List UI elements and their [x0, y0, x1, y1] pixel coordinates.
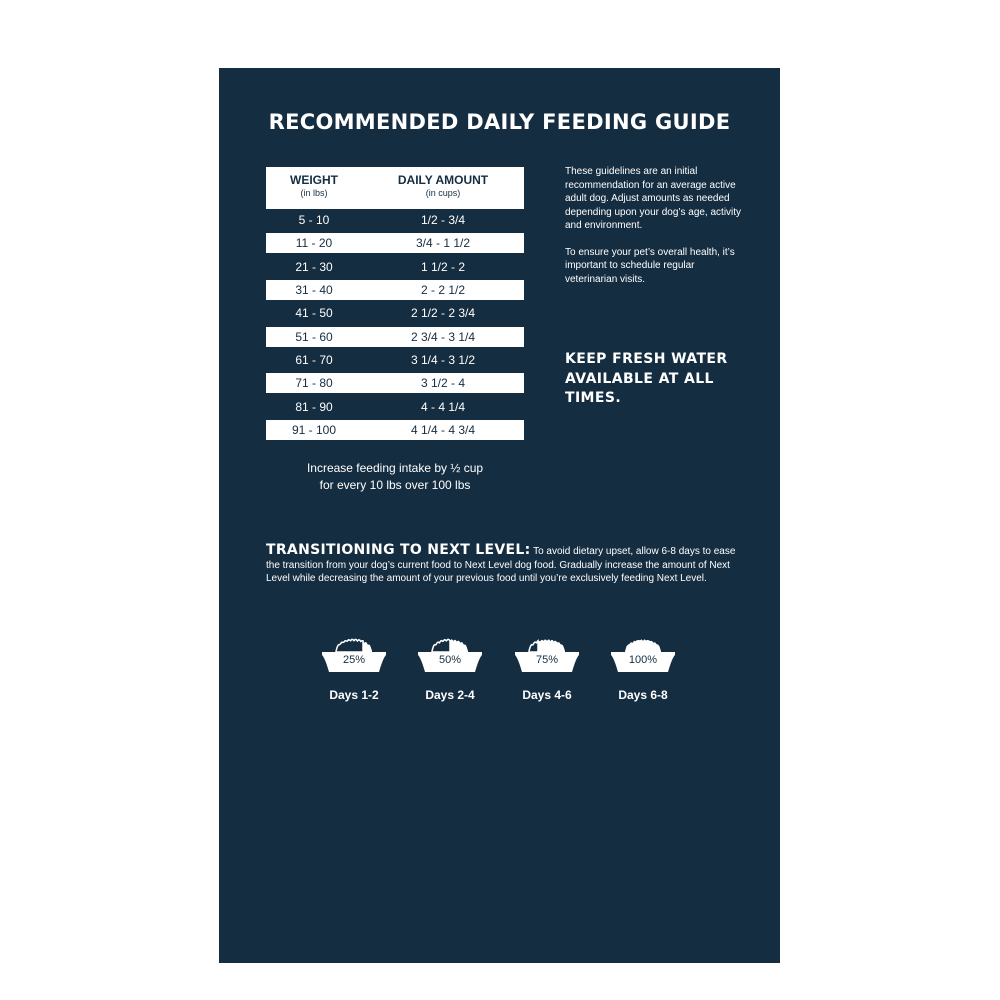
table-row [266, 397, 524, 417]
weight-cell: 61 - 70 [295, 353, 333, 368]
food-bowl-icon [415, 628, 485, 678]
feeding-guide-panel [219, 68, 780, 963]
table-row [266, 280, 524, 300]
amount-cell: 4 1/4 - 4 3/4 [410, 423, 476, 438]
bowl-percent: 100% [628, 654, 658, 666]
note-line-1: Increase feeding intake by ½ cup [306, 461, 484, 475]
weight-cell: 5 - 10 [298, 213, 330, 227]
table-row [266, 233, 524, 253]
amount-header [362, 174, 524, 200]
weight-cell: 81 - 90 [295, 399, 333, 414]
guideline-notes [565, 165, 745, 299]
amount-cell: 1/2 - 3/4 [420, 213, 466, 227]
bowl-days: Days 1-2 [329, 688, 379, 702]
weight-cell: 21 - 30 [295, 259, 333, 274]
table-row [266, 350, 524, 370]
table-row [266, 327, 524, 347]
bowl-percent: 75% [535, 654, 559, 666]
bowl-step [319, 628, 389, 702]
bowl-percent: 25% [342, 654, 366, 666]
weight-cell: 31 - 40 [295, 283, 333, 298]
feeding-table [266, 167, 524, 440]
amount-cell: 2 - 2 1/2 [420, 283, 466, 298]
amount-header-unit: (in cups) [425, 188, 461, 198]
weight-cell: 91 - 100 [291, 423, 337, 438]
amount-cell: 3/4 - 1 1/2 [415, 236, 471, 251]
bowl-days: Days 2-4 [425, 688, 475, 702]
over-100-note [266, 460, 524, 494]
water-callout: KEEP FRESH WATER AVAILABLE AT ALL TIMES. [565, 351, 728, 406]
amount-cell: 2 3/4 - 3 1/4 [410, 329, 476, 344]
weight-header [266, 174, 362, 200]
food-bowl-icon [512, 628, 582, 678]
weight-cell: 11 - 20 [295, 236, 333, 251]
bowl-percent: 50% [438, 654, 462, 666]
guide-title: RECOMMENDED DAILY FEEDING GUIDE [268, 110, 731, 134]
food-bowl-icon [608, 628, 678, 678]
note-line-2: for every 10 lbs over 100 lbs [319, 478, 471, 492]
amount-cell: 1 1/2 - 2 [420, 259, 466, 274]
food-bowl-icon [319, 628, 389, 678]
transition-heading: TRANSITIONING TO NEXT LEVEL: [266, 542, 531, 558]
bowl-step [415, 628, 485, 702]
bowl-step [608, 628, 678, 702]
amount-cell: 3 1/2 - 4 [420, 376, 466, 391]
amount-cell: 3 1/4 - 3 1/2 [410, 353, 476, 368]
table-row [266, 420, 524, 440]
guideline-paragraph: These guidelines are an initial recommendation for an average active adult dog. Adjust amounts as needed depending upon your dog’s age, activity and environment. [565, 166, 742, 231]
weight-header-unit: (in lbs) [300, 188, 328, 198]
bowl-days: Days 6-8 [618, 688, 668, 702]
transition-section [266, 544, 736, 586]
table-row [266, 257, 524, 277]
transition-text: To avoid dietary upset, allow 6-8 days to ease the transition from your dog’s current food to Next Level dog food. Gradually increase the amount of Next Level while decreasing the amount of your previous food until you’re exclusively feeding Next Level. [266, 546, 736, 584]
amount-cell: 2 1/2 - 2 3/4 [410, 306, 476, 321]
weight-cell: 71 - 80 [295, 376, 333, 391]
bowl-days: Days 4-6 [522, 688, 572, 702]
amount-cell: 4 - 4 1/4 [420, 399, 466, 414]
table-header [266, 167, 524, 209]
vet-paragraph: To ensure your pet’s overall health, it’s important to schedule regular veterinarian visits. [565, 246, 735, 285]
weight-cell: 41 - 50 [295, 306, 333, 321]
amount-header-label: DAILY AMOUNT [397, 173, 489, 187]
bowl-step [512, 628, 582, 702]
table-row [266, 373, 524, 393]
weight-cell: 51 - 60 [295, 329, 333, 344]
table-row [266, 303, 524, 323]
weight-header-label: WEIGHT [290, 173, 338, 187]
table-row [266, 210, 524, 230]
